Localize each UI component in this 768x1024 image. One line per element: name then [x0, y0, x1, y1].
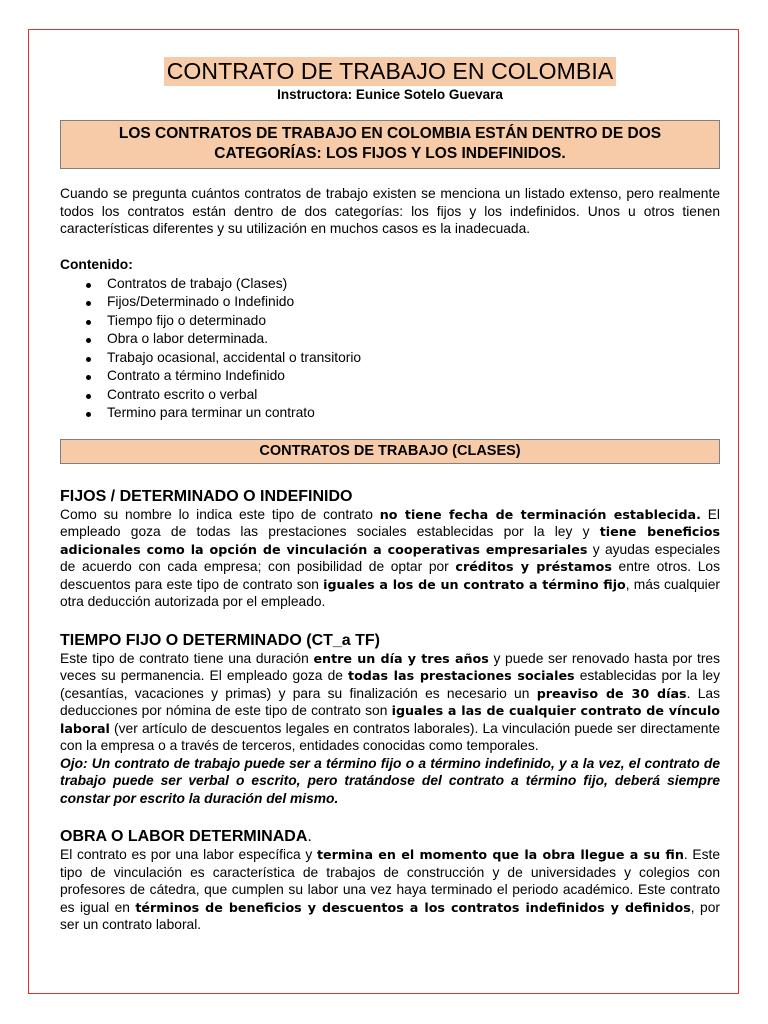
text-run: entre otros. Los descuentos para este tipo de contrato son	[60, 559, 720, 592]
section-heading-tiempo-fijo: TIEMPO FIJO O DETERMINADO (CT_a TF)	[60, 631, 381, 649]
text-run: establecidas por la ley (cesantías, vacaciones y primas) y para su finalización es necesario un	[60, 668, 721, 701]
heading-text: OBRA O LABOR DETERMINADA	[60, 828, 308, 845]
section-heading-obra	[60, 827, 720, 846]
text-run: . Este tipo de vinculación es característica de trabajos de construcción y de universidades y colegios con profesores de cátedra, que cumplen su labor una vez haya terminado el periodo académico. Este contrato es igual en	[60, 847, 721, 915]
text-run: Este tipo de contrato tiene una duración	[60, 650, 314, 666]
text-run: El contrato es por una labor específica y	[60, 847, 317, 862]
bold-run: no tiene fecha de terminación establecida.	[379, 506, 701, 522]
note-paragraph: Ojo: Un contrato de trabajo puede ser a término fijo o a término indefinido, y a la vez, el contrato de trabajo puede ser verbal o escrito, pero tratándose del contrato a término fijo, deberá siempre constar por escrito la duración del mismo.	[60, 755, 720, 806]
text-run: , más cualquier otra deducción autorizada por el empleado.	[60, 576, 720, 609]
title-wrap	[60, 57, 720, 86]
bold-run: iguales a los de un contrato a término fijo	[323, 576, 626, 592]
text-run: El empleado goza de todas las prestaciones sociales establecidas por la ley y	[60, 506, 720, 539]
bold-run: tiene beneficios adicionales como la opción de vinculación a cooperativas empresariales	[60, 524, 720, 557]
classes-banner: CONTRATOS DE TRABAJO (CLASES)	[60, 439, 720, 464]
bold-run: términos de beneficios y descuentos a los contratos indefinidos y definidos	[135, 899, 691, 915]
bold-run: todas las prestaciones sociales	[348, 668, 575, 683]
bold-run: créditos y préstamos	[455, 559, 612, 574]
list-item: Tiempo fijo o determinado	[107, 312, 720, 331]
list-item: Contrato escrito o verbal	[107, 386, 720, 405]
bold-run: entre un día y tres años	[313, 650, 489, 666]
text-run: , por ser un contrato laboral.	[60, 899, 720, 932]
document-body	[60, 55, 720, 934]
section-paragraph-tiempo-fijo	[60, 650, 720, 755]
categories-banner: LOS CONTRATOS DE TRABAJO EN COLOMBIA ESTÁN DENTRO DE DOS CATEGORÍAS: LOS FIJOS Y LOS INDEFINIDOS.	[60, 120, 720, 169]
list-item: Contrato a término Indefinido	[107, 367, 720, 386]
contents-label: Contenido:	[60, 256, 133, 272]
instructor-line: Instructora: Eunice Sotelo Guevara	[277, 87, 503, 102]
text-run: (ver artículo de descuentos legales en contratos laborales). La vinculación puede ser directamente con la empresa o a través de terceros, entidades conocidas como temporales.	[60, 720, 720, 753]
text-run: . Las deducciones por nómina de este tipo de contrato son	[60, 685, 720, 718]
section-paragraph-obra	[60, 846, 720, 934]
list-item: Termino para terminar un contrato	[107, 404, 720, 423]
document-title: CONTRATO DE TRABAJO EN COLOMBIA	[164, 57, 617, 86]
list-item: Obra o labor determinada.	[107, 330, 720, 349]
intro-paragraph: Cuando se pregunta cuántos contratos de trabajo existen se menciona un listado extenso, pero realmente todos los contratos están dentro de dos categorías: los fijos y los indefinidos. Unos u otros tienen características diferentes y su utilización en muchos casos es la inadecuada.	[60, 186, 720, 236]
contents-list	[60, 275, 720, 423]
text-run: y ayudas especiales de acuerdo con cada empresa; con posibilidad de optar por	[60, 541, 720, 574]
list-item: Contratos de trabajo (Clases)	[107, 275, 720, 294]
bold-run: preaviso de 30 días	[536, 685, 687, 701]
bold-run: termina en el momento que la obra llegue a su fin	[316, 847, 684, 862]
bold-run: iguales a las de cualquier contrato de vínculo laboral	[60, 703, 721, 736]
section-paragraph-fijos	[60, 506, 720, 611]
section-heading-fijos: FIJOS / DETERMINADO O INDEFINIDO	[60, 487, 353, 505]
text-run: y puede ser renovado hasta por tres veces su permanencia. El empleado goza de	[60, 650, 720, 683]
text-run: Como su nombre lo indica este tipo de contrato	[60, 506, 380, 522]
heading-dot: .	[307, 828, 312, 845]
list-item: Trabajo ocasional, accidental o transitorio	[107, 349, 720, 368]
list-item: Fijos/Determinado o Indefinido	[107, 293, 720, 312]
